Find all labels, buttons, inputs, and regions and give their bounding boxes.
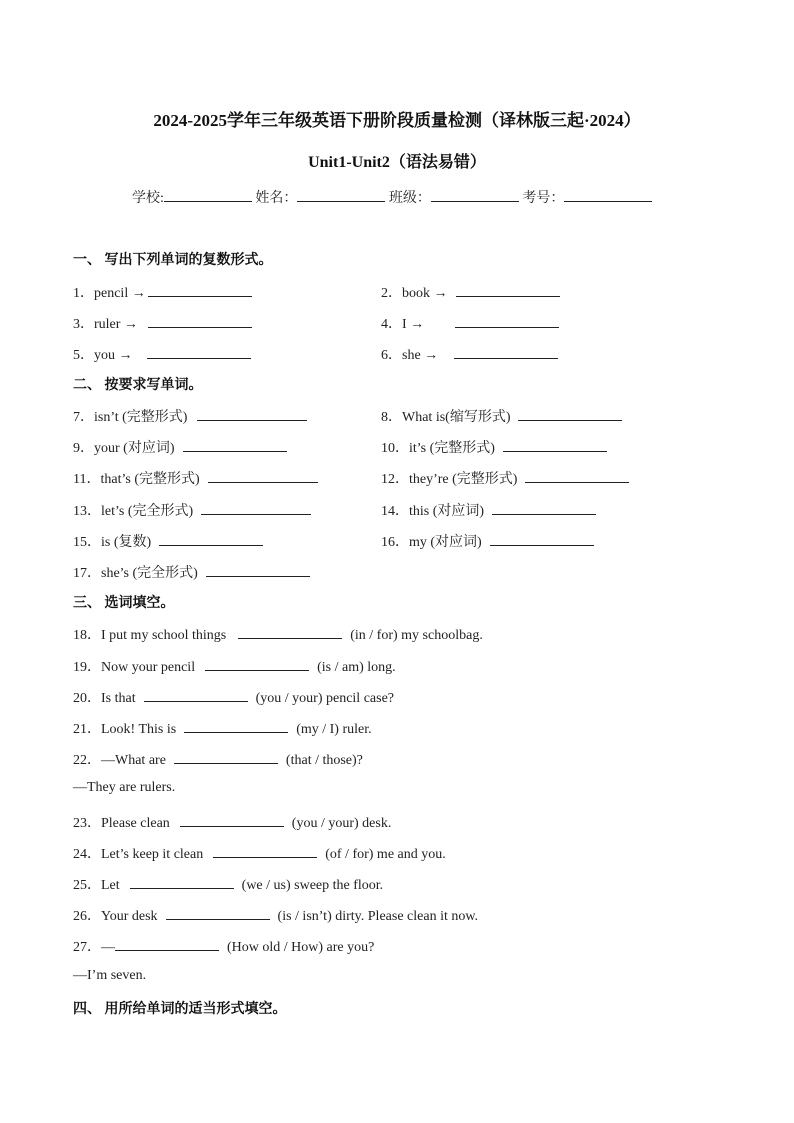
question-number: 9． [73, 441, 94, 456]
exam-number-blank[interactable] [564, 187, 652, 202]
section-heading: 三、 选词填空。 [73, 596, 175, 611]
name-blank[interactable] [297, 187, 385, 202]
question-text: Look! This is [101, 722, 177, 737]
question-item [73, 843, 446, 863]
question-number: 15． [73, 535, 101, 550]
question-number: 23． [73, 816, 101, 831]
question-options: (is / am) long. [317, 660, 396, 675]
school-label: 学校: [132, 191, 164, 206]
question-text: Let’s keep it clean [101, 847, 204, 862]
school-blank[interactable] [164, 187, 252, 202]
question-item [73, 344, 251, 364]
answer-blank[interactable] [174, 749, 278, 764]
question-text: What is(缩写形式) [402, 410, 511, 425]
answer-blank[interactable] [159, 531, 263, 546]
question-number: 10． [381, 441, 409, 456]
question-item [73, 936, 374, 956]
class-label: 班级： [388, 191, 431, 206]
question-text: I → [402, 317, 425, 332]
answer-blank[interactable] [197, 406, 307, 421]
question-number: 14． [381, 504, 409, 519]
question-item [73, 687, 394, 707]
answer-blank[interactable] [503, 437, 607, 452]
answer-blank[interactable] [130, 874, 234, 889]
exam-number-label: 考号： [522, 191, 565, 206]
question-text: this (对应词) [409, 504, 485, 519]
question-item [381, 282, 560, 302]
answer-blank[interactable] [144, 687, 248, 702]
question-text: —What are [101, 753, 166, 768]
question-item [381, 313, 559, 333]
question-item [381, 500, 596, 520]
question-number: 5． [73, 348, 94, 363]
question-item [73, 905, 478, 925]
answer-blank[interactable] [456, 282, 560, 297]
question-options: (that / those)? [285, 753, 363, 768]
question-text: it’s (完整形式) [409, 441, 495, 456]
question-options: (you / your) pencil case? [255, 691, 394, 706]
question-number: 6． [381, 348, 402, 363]
answer-blank[interactable] [208, 468, 318, 483]
section-heading: 四、 用所给单词的适当形式填空。 [73, 1002, 287, 1017]
question-text: — [101, 940, 115, 955]
question-options: (we / us) sweep the floor. [241, 878, 384, 893]
question-options: (How old / How) are you? [227, 940, 375, 955]
question-text: Now your pencil [101, 660, 196, 675]
question-item [381, 468, 629, 488]
question-item [73, 656, 396, 676]
class-blank[interactable] [431, 187, 519, 202]
answer-blank[interactable] [166, 905, 270, 920]
question-item [73, 313, 252, 333]
question-item [73, 749, 363, 769]
answer-blank[interactable] [180, 812, 284, 827]
answer-blank[interactable] [205, 656, 309, 671]
dialogue-line: —I’m seven. [73, 968, 147, 983]
question-number: 22． [73, 753, 101, 768]
question-text: she → [402, 348, 439, 363]
question-number: 21． [73, 722, 101, 737]
question-number: 20． [73, 691, 101, 706]
question-options: (in / for) my schoolbag. [350, 628, 483, 643]
question-number: 1． [73, 286, 94, 301]
question-number: 2． [381, 286, 402, 301]
question-text: she’s (完全形式) [101, 566, 198, 581]
page-title: 2024-2025学年三年级英语下册阶段质量检测（译林版三起·2024） [153, 111, 641, 130]
question-number: 24． [73, 847, 101, 862]
question-number: 4． [381, 317, 402, 332]
question-number: 13． [73, 504, 101, 519]
question-text: isn’t (完整形式) [94, 410, 188, 425]
question-text: they’re (完整形式) [409, 472, 518, 487]
question-text: Your desk [101, 909, 158, 924]
question-text: I put my school things [101, 628, 227, 643]
answer-blank[interactable] [148, 313, 252, 328]
question-text: that’s (完整形式) [100, 472, 200, 487]
question-item [381, 437, 607, 457]
question-text: Is that [101, 691, 136, 706]
question-item [381, 531, 594, 551]
answer-blank[interactable] [147, 344, 251, 359]
question-number: 3． [73, 317, 94, 332]
answer-blank[interactable] [183, 437, 287, 452]
dialogue-line: —They are rulers. [73, 780, 176, 795]
question-number: 12． [381, 472, 409, 487]
question-text: you → [94, 348, 133, 363]
question-text: my (对应词) [409, 535, 482, 550]
answer-blank[interactable] [148, 282, 252, 297]
question-number: 16． [381, 535, 409, 550]
answer-blank[interactable] [518, 406, 622, 421]
answer-blank[interactable] [455, 313, 559, 328]
answer-blank[interactable] [525, 468, 629, 483]
question-text: Let [101, 878, 120, 893]
question-text: let’s (完全形式) [101, 504, 194, 519]
question-item [73, 500, 311, 520]
section-heading: 二、 按要求写单词。 [73, 378, 203, 393]
answer-blank[interactable] [238, 624, 342, 639]
answer-blank[interactable] [490, 531, 594, 546]
question-item [73, 282, 252, 302]
question-item [73, 468, 318, 488]
question-text: pencil → [94, 286, 146, 301]
question-number: 19． [73, 660, 101, 675]
answer-blank[interactable] [115, 936, 219, 951]
question-text: your (对应词) [94, 441, 175, 456]
question-text: is (复数) [101, 535, 152, 550]
question-item [73, 562, 310, 582]
section-heading: 一、 写出下列单词的复数形式。 [73, 253, 273, 268]
question-number: 7． [73, 410, 94, 425]
question-item [381, 406, 622, 426]
answer-blank[interactable] [184, 718, 288, 733]
question-item [73, 624, 483, 644]
answer-blank[interactable] [492, 500, 596, 515]
page-subtitle: Unit1-Unit2（语法易错） [308, 154, 486, 171]
question-item [73, 531, 263, 551]
question-text: ruler → [94, 317, 138, 332]
question-item [73, 812, 391, 832]
question-options: (my / I) ruler. [296, 722, 372, 737]
question-number: 27． [73, 940, 101, 955]
question-number: 8． [381, 410, 402, 425]
question-options: (you / your) desk. [291, 816, 392, 831]
question-text: Please clean [101, 816, 170, 831]
name-label: 姓名： [255, 191, 298, 206]
question-number: 18． [73, 628, 101, 643]
student-info-row [132, 187, 652, 207]
question-number: 17． [73, 566, 101, 581]
question-item [73, 874, 383, 894]
question-text: book → [402, 286, 448, 301]
question-item [73, 718, 372, 738]
question-item [73, 406, 307, 426]
question-options: (of / for) me and you. [325, 847, 446, 862]
question-number: 26． [73, 909, 101, 924]
question-number: 11． [73, 472, 101, 487]
answer-blank[interactable] [206, 562, 310, 577]
question-item [381, 344, 558, 364]
question-item [73, 437, 287, 457]
question-number: 25． [73, 878, 101, 893]
answer-blank[interactable] [213, 843, 317, 858]
answer-blank[interactable] [454, 344, 558, 359]
question-options: (is / isn’t) dirty. Please clean it now. [277, 909, 479, 924]
answer-blank[interactable] [201, 500, 311, 515]
